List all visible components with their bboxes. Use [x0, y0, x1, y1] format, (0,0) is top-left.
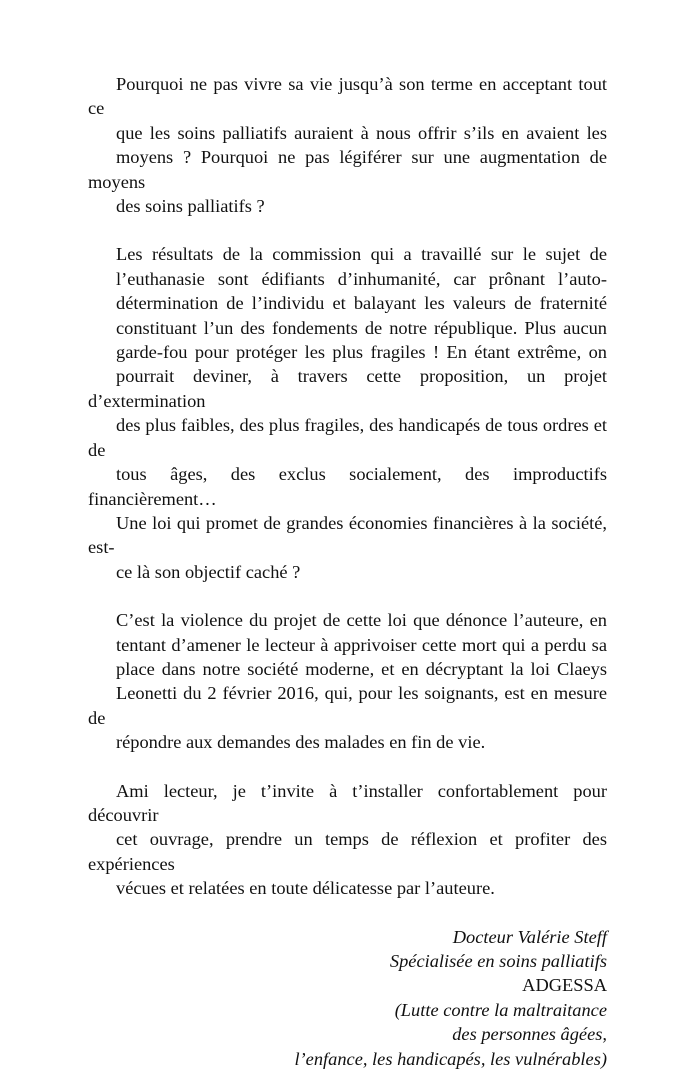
- paragraph-line: Ami lecteur, je t’invite à t’installer confortablement pour découvrir: [88, 780, 607, 825]
- signature-org-description-3: l’enfance, les handicapés, les vulnérables): [294, 1048, 607, 1069]
- signature-title: Spécialisée en soins palliatifs: [389, 951, 607, 971]
- paragraph-line: des soins palliatifs ?: [116, 196, 265, 217]
- paragraph-line: Pourquoi ne pas vivre sa vie jusqu’à son terme en acceptant tout ce: [88, 74, 607, 119]
- paragraph-line: Une loi qui promet de grandes économies financières à la société, est-: [88, 512, 607, 558]
- paragraph-line: pourrait deviner, à travers cette proposition, un projet d’extermination: [88, 366, 607, 411]
- paragraph-2: [88, 242, 607, 584]
- paragraph-line: détermination de l’individu et balayant les valeurs de fraternité: [116, 293, 607, 314]
- paragraph-line: l’euthanasie sont édifiants d’inhumanité, car prônant l’auto-: [116, 268, 607, 289]
- paragraph-line: des plus faibles, des plus fragiles, des handicapés de tous ordres et de: [88, 415, 607, 460]
- paragraph-line: cet ouvrage, prendre un temps de réflexion et profiter des expériences: [88, 829, 607, 874]
- document-page: [88, 72, 607, 1071]
- paragraph-line: C’est la violence du projet de cette loi que dénonce l’auteure, en: [116, 610, 607, 631]
- paragraph-line: moyens ? Pourquoi ne pas légiférer sur une augmentation de moyens: [88, 147, 607, 192]
- paragraph-line: Leonetti du 2 février 2016, qui, pour les soignants, est en mesure de: [88, 683, 607, 728]
- paragraph-3: [88, 608, 607, 754]
- paragraph-1: [88, 72, 607, 218]
- paragraph-4: [88, 779, 607, 901]
- paragraph-line: garde-fou pour protéger les plus fragiles ! En étant extrême, on: [116, 342, 607, 363]
- paragraph-line: ce là son objectif caché ?: [116, 561, 301, 582]
- paragraph-line: Les résultats de la commission qui a travaillé sur le sujet de: [116, 244, 607, 265]
- paragraph-line: tentant d’amener le lecteur à apprivoiser cette mort qui a perdu sa: [116, 634, 607, 655]
- signature-name: Docteur Valérie Steff: [452, 926, 607, 947]
- signature-org-description-2: des personnes âgées,: [452, 1024, 607, 1045]
- paragraph-line: tous âges, des exclus socialement, des improductifs financièrement…: [88, 464, 607, 509]
- signature-organization: ADGESSA: [522, 975, 607, 996]
- paragraph-line: répondre aux demandes des malades en fin de vie.: [116, 732, 486, 753]
- paragraph-line: que les soins palliatifs auraient à nous offrir s’ils en avaient les: [116, 122, 607, 143]
- paragraph-line: place dans notre société moderne, et en décryptant la loi Claeys: [116, 658, 607, 679]
- signature-org-description-1: (Lutte contre la maltraitance: [394, 999, 607, 1020]
- paragraph-line: constituant l’un des fondements de notre république. Plus aucun: [116, 317, 607, 338]
- signature-block: [88, 925, 607, 1071]
- paragraph-line: vécues et relatées en toute délicatesse par l’auteure.: [116, 878, 495, 899]
